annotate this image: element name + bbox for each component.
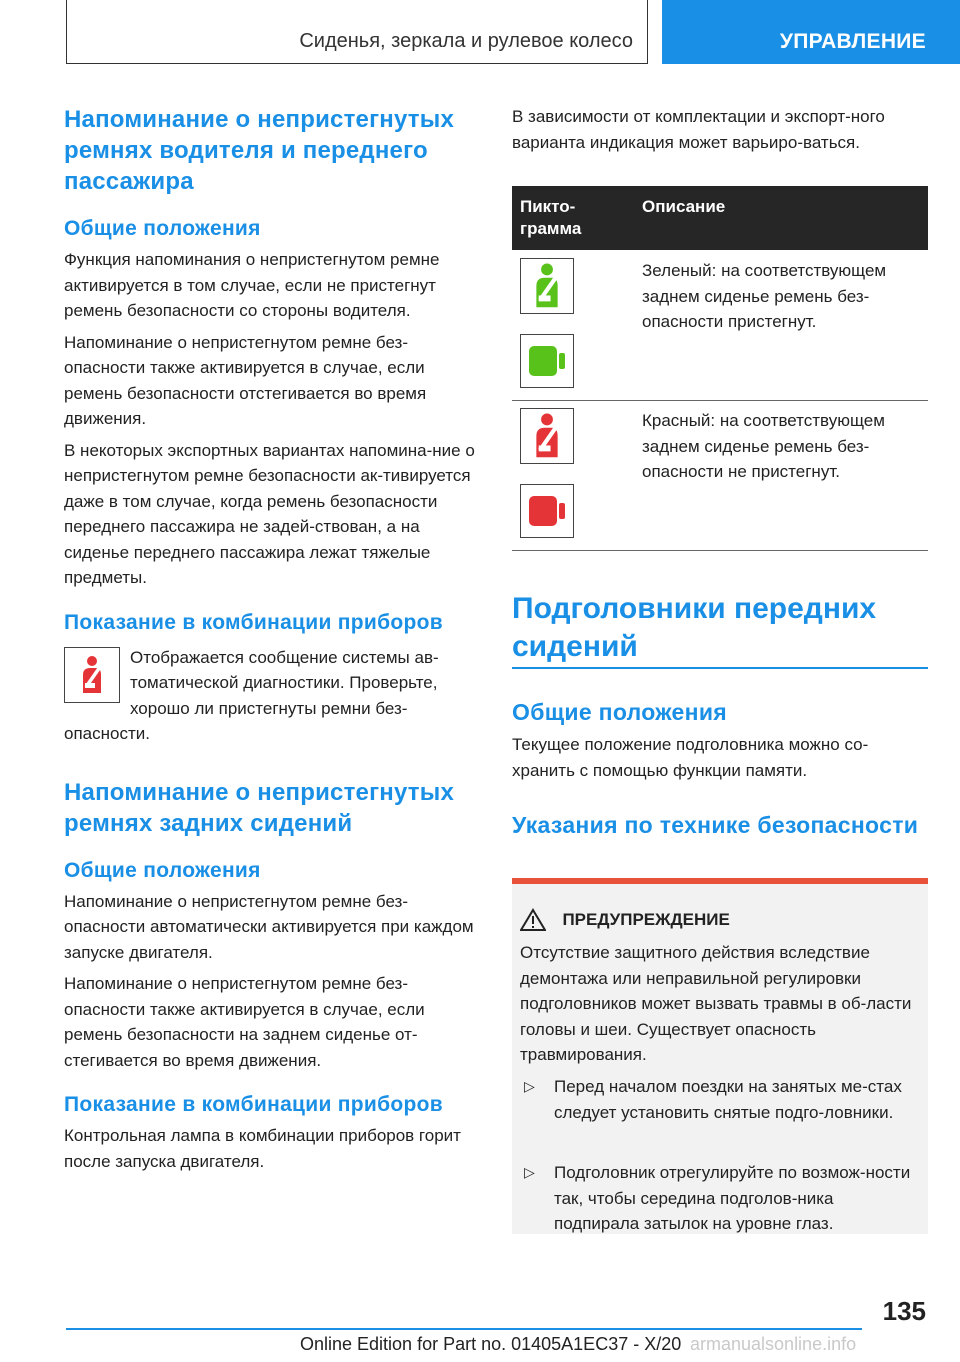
footer-watermark: armanualsonline.info	[690, 1334, 857, 1354]
row-green-description: Зеленый: на соответствующем заднем сиденье ремень без-опасности пристегнут.	[642, 261, 887, 331]
page-number: 135	[882, 1296, 926, 1326]
warning-bullet	[524, 1160, 922, 1237]
heading-rear-seatbelt: Напоминание о непристегнутых ремнях задних сидений	[64, 778, 454, 837]
col-header-description: Описание	[642, 197, 726, 216]
paragraph: Напоминание о непристегнутом ремне без-опасности автоматически активируется при каждом запуске двигателя.	[64, 891, 474, 962]
heading-general-3: Общие положения	[512, 699, 727, 725]
footer-rule	[66, 1328, 862, 1330]
display-note	[64, 645, 482, 747]
paragraph: Текущее положение подголовника можно со-хранить с помощью функции памяти.	[512, 735, 869, 780]
paragraph: Отображается сообщение системы ав-томатической диагностики. Проверьте, хорошо ли пристегнуты ремни без-опасности.	[64, 647, 439, 743]
triangle-bullet-icon: ▷	[524, 1078, 535, 1094]
heading-headrests: Подголовники передних сидений	[512, 592, 877, 663]
warning-triangle-icon	[520, 908, 546, 932]
heading-front-seatbelt: Напоминание о непристегнутых ремнях водителя и переднего пассажира	[64, 106, 454, 195]
table-divider	[512, 400, 928, 401]
warning-bullet	[524, 1074, 922, 1125]
table-divider	[512, 550, 928, 551]
footer-edition: Online Edition for Part no. 01405A1EC37 - X/20	[300, 1334, 682, 1354]
heading-display-2: Показание в комбинации приборов	[64, 1093, 443, 1116]
col-header-pictogram: Пикто-грамма	[520, 197, 582, 238]
chapter-title: Сиденья, зеркала и рулевое колесо	[299, 30, 633, 52]
header-chapter-box	[66, 0, 648, 64]
warning-title: ПРЕДУПРЕЖДЕНИЕ	[562, 910, 730, 929]
seat-red-indicator-icon	[520, 484, 574, 538]
header-section-tab	[662, 0, 960, 64]
seatbelt-warning-icon	[64, 647, 120, 703]
warning-text: Отсутствие защитного действия вследствие демонтажа или неправильной регулировки подголовников может вызвать травмы в об-ласти головы и шеи. Существует опасность травмирования.	[520, 943, 912, 1064]
heading-general-2: Общие положения	[64, 858, 261, 882]
seatbelt-green-icon	[520, 258, 574, 314]
heading-underline	[512, 667, 928, 669]
row-red-description: Красный: на соответствующем заднем сиденье ремень без-опасности не пристегнут.	[642, 411, 885, 481]
section-tab-label: УПРАВЛЕНИЕ	[779, 30, 926, 53]
paragraph: Контрольная лампа в комбинации приборов горит после запуска двигателя.	[64, 1126, 461, 1171]
paragraph: Напоминание о непристегнутом ремне без-опасности также активируется в случае, если ремень безопасности на заднем сиденье от-стегивается во время движения.	[64, 974, 425, 1070]
left-column	[64, 104, 482, 1174]
bullet-text: Перед началом поездки на занятых ме-стах следует установить снятые подго-ловники.	[554, 1077, 902, 1122]
warning-title-row	[520, 908, 936, 932]
bullet-text: Подголовник отрегулируйте по возмож-ности так, чтобы середина подголов-ника подпирала затылок на уровне глаз.	[554, 1163, 911, 1233]
seatbelt-red-icon	[520, 408, 574, 464]
heading-general-1: Общие положения	[64, 217, 261, 240]
intro-paragraph: В зависимости от комплектации и экспорт-ного варианта индикация может варьиро-ваться.	[512, 107, 885, 152]
triangle-bullet-icon: ▷	[524, 1164, 535, 1180]
paragraph: Напоминание о непристегнутом ремне без-опасности также активируется в случае, если ремень безопасности отстегивается во время движения.	[64, 332, 427, 428]
paragraph: Функция напоминания о непристегнутом ремне активируется в том случае, если не пристегнут ремень безопасности со стороны водителя.	[64, 250, 440, 320]
heading-safety: Указания по технике безопасности	[512, 812, 919, 838]
heading-display-1: Показание в комбинации приборов	[64, 610, 443, 634]
table-header	[512, 186, 928, 250]
seat-green-indicator-icon	[520, 334, 574, 388]
warning-box	[512, 878, 928, 1234]
paragraph: В некоторых экспортных вариантах напомина-ние о непристегнутом ремне безопасности ак-тивируется даже в том случае, когда ремень безопасности переднего пассажира не задей-ствован, а на сиденье переднего пассажира лежат тяжелые предметы.	[64, 440, 475, 587]
